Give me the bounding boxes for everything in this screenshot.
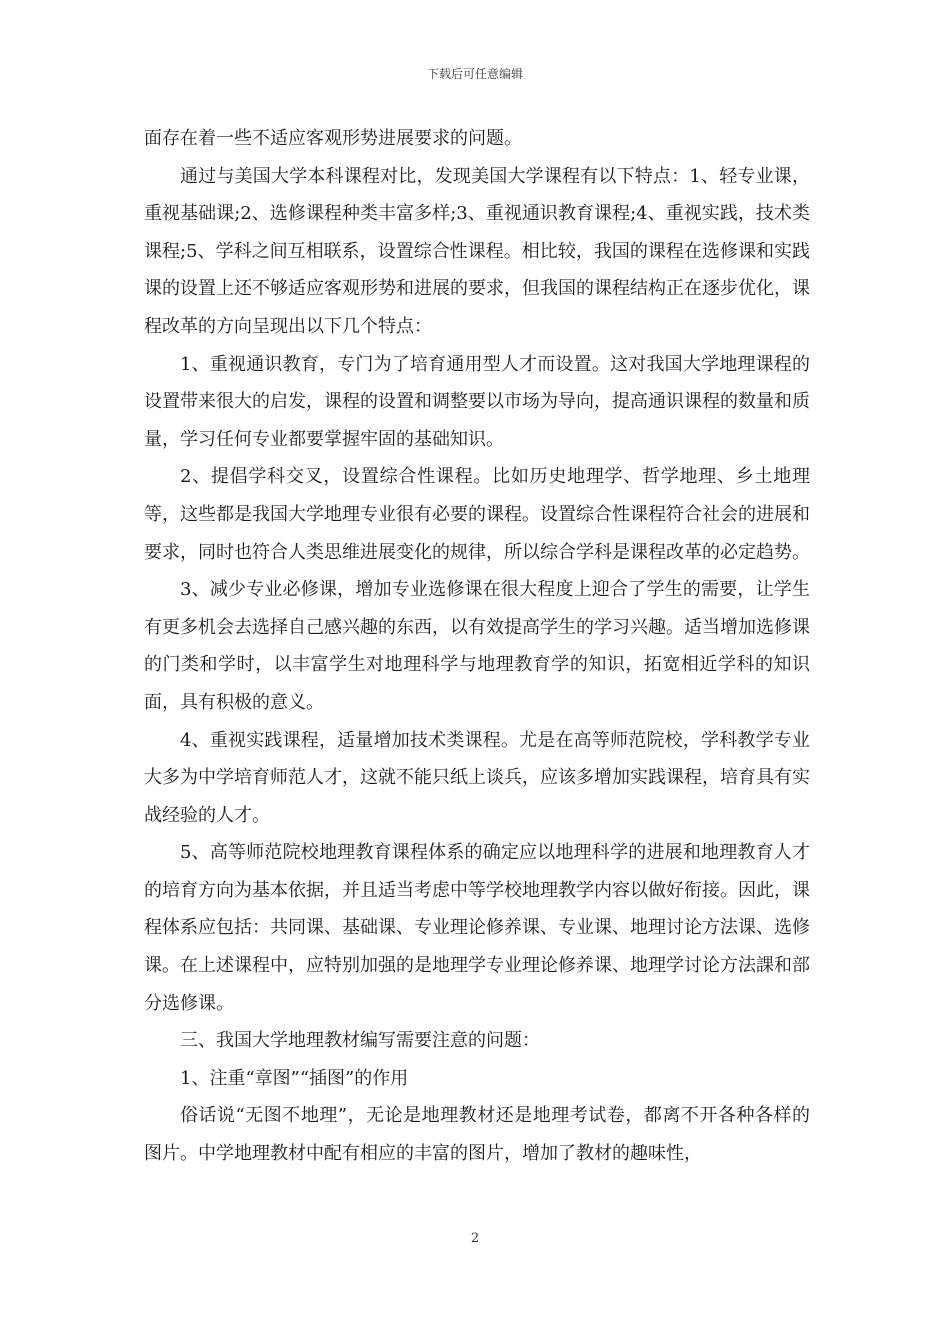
paragraph: 通过与美国大学本科课程对比，发现美国大学课程有以下特点：1、轻专业课，重视基础课;2、选修课程种类丰富多样;3、重视通识教育课程;4、重视实践，技术类课程;5、学科之间互相联系，设置综合性课程。相比较，我国的课程在选修课和实践课的设置上还不够适应客观形势和进展的要求，但我国的课程结构正在逐步优化，课程改革的方向呈现出以下几个特点：: [144, 165, 810, 337]
paragraph: 俗话说“无图不地理”，无论是地理教材还是地理考试卷，都离不开各种各样的图片。中学地理教材中配有相应的丰富的图片，增加了教材的趣味性，: [144, 1105, 810, 1165]
paragraph: 1、重视通识教育，专门为了培育通用型人才而设置。这对我国大学地理课程的设置带来很大的启发，课程的设置和调整要以市场为导向，提高通识课程的数量和质量，学习任何专业都要掌握牢固的基础知识。: [144, 353, 810, 450]
page-header: 下载后可任意编辑: [426, 67, 523, 81]
paragraph: 4、重视实践课程，适量增加技术类课程。尤是在高等师范院校，学科教学专业大多为中学培育师范人才，这就不能只纸上谈兵，应该多增加实践课程，培育具有实战经验的人才。: [144, 729, 810, 826]
page-number: 2: [470, 1231, 480, 1246]
paragraph: 3、减少专业必修课，增加专业选修课在很大程度上迎合了学生的需要，让学生有更多机会去选择自己感兴趣的东西，以有效提高学生的学习兴趣。适当增加选修课的门类和学时，以丰富学生对地理科学与地理教育学的知识，拓宽相近学科的知识面，具有积极的意义。: [144, 579, 810, 713]
subsection-heading: 1、注重“章图”“插图”的作用: [180, 1067, 409, 1089]
body-text: [144, 120, 810, 1173]
paragraph: 2、提倡学科交叉，设置综合性课程。比如历史地理学、哲学地理、乡土地理等，这些都是我国大学地理专业很有必要的课程。设置综合性课程符合社会的进展和要求，同时也符合人类思维进展变化的规律，所以综合学科是课程改革的必定趋势。: [144, 466, 810, 563]
section-heading: 三、我国大学地理教材编写需要注意的问题：: [180, 1030, 540, 1052]
paragraph: 5、高等师范院校地理教育课程体系的确定应以地理科学的进展和地理教育人才的培育方向为基本依据，并且适当考虑中等学校地理教学内容以做好衔接。因此，课程体系应包括：共同课、基础课、专业理论修养课、专业课、地理讨论方法课、选修课。在上述课程中，应特别加强的是地理学专业理论修养课、地理学讨论方法課和部分选修课。: [144, 842, 810, 1014]
paragraph-continuation: 面存在着一些不适应客观形势进展要求的问题。: [144, 128, 522, 149]
